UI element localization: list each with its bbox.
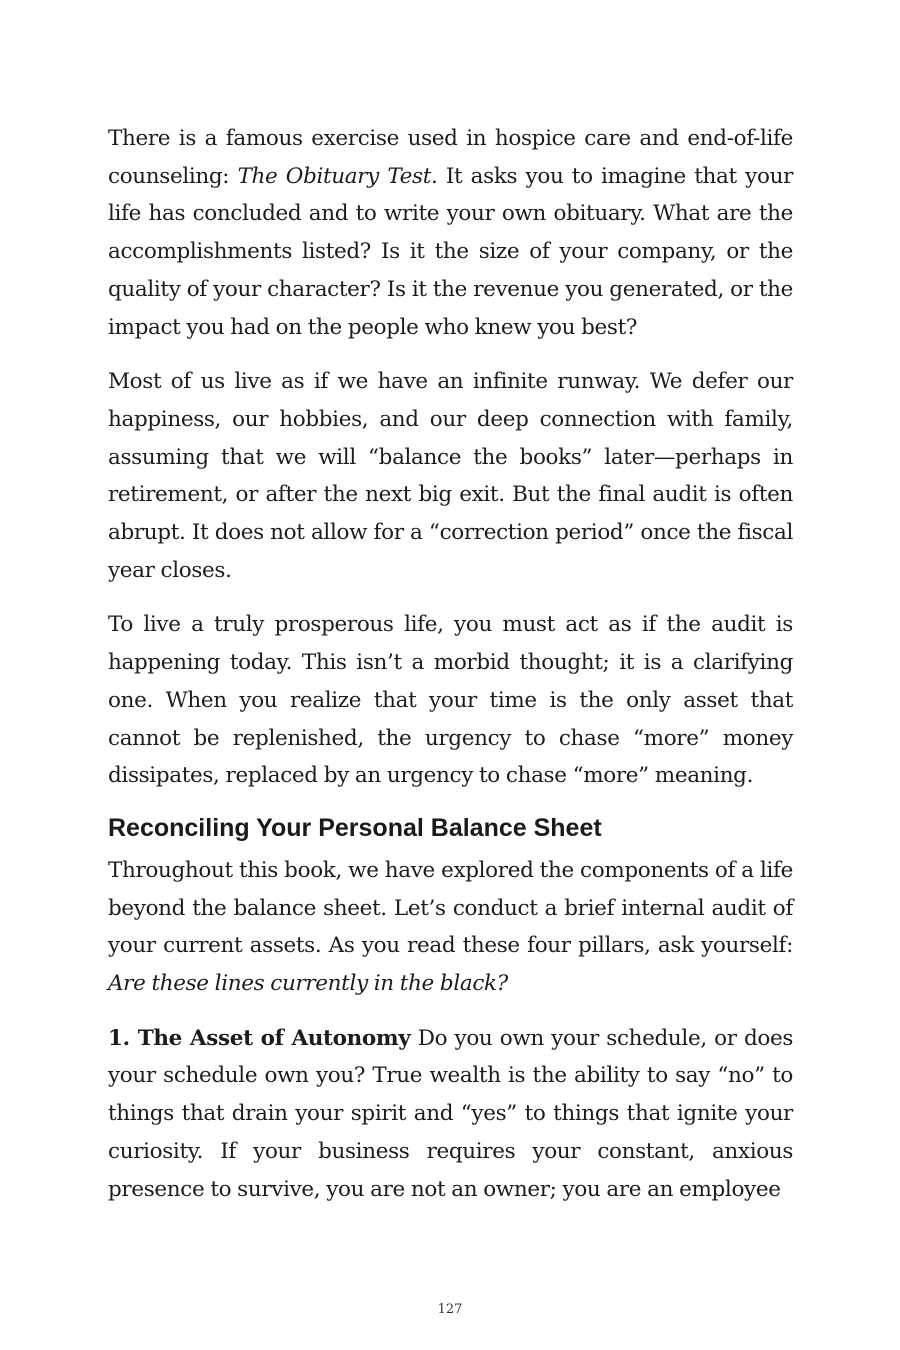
paragraph-internal-audit <box>108 852 793 1003</box>
section-heading: Reconciling Your Personal Balance Sheet <box>108 813 602 842</box>
page-body <box>108 120 793 1225</box>
paragraph-audit-today <box>108 606 793 795</box>
paragraph-obituary-test <box>108 120 793 346</box>
paragraph-text: Throughout this book, we have explored the components of a life beyond the balance sheet. Let’s conduct a brief internal audit of your current assets. As you read these four pillars, ask yourself: <box>108 857 793 959</box>
paragraph-asset-autonomy <box>108 1020 793 1209</box>
paragraph-text: It asks you to imagine that your life has concluded and to write your own obituary. What are the accomplishments listed? Is it the size of your company, or the quality of your character? Is it the revenue you generated, or the impact you had on the people who knew you best? <box>108 163 793 340</box>
page-number: 127 <box>437 1302 463 1317</box>
emphasis-obituary-test: The Obituary Test. <box>237 163 438 189</box>
pillar-title-autonomy: 1. The Asset of Autonomy <box>108 1025 411 1051</box>
paragraph-text: Most of us live as if we have an infinite runway. We defer our happiness, our hobbies, and our deep connection with family, assuming that we will “balance the books” later—perhaps in retirement, or after the next big exit. But the final audit is often abrupt. It does not allow for a “correction period” once the fiscal year closes. <box>108 369 793 583</box>
paragraph-text: Do you own your schedule, or does your schedule own you? True wealth is the ability to say “no” to things that drain your spirit and “yes” to things that ignite your curiosity. If your business requires your constant, anxious presence to survive, you are not an owner; you are an employee <box>108 1025 794 1202</box>
paragraph-text: There is a famous exercise used in hospice care and end-of-life counseling: <box>108 126 793 189</box>
paragraph-text: To live a truly prosperous life, you must act as if the audit is happening today. This isn’t a morbid thought; it is a clarifying one. When you realize that your time is the only asset that cannot be replenished, the urgency to chase “more” money dissipates, replaced by an urgency to chase “more” meaning. <box>108 612 793 789</box>
paragraph-infinite-runway <box>108 363 793 589</box>
emphasis-in-the-black: Are these lines currently in the black? <box>108 971 508 997</box>
